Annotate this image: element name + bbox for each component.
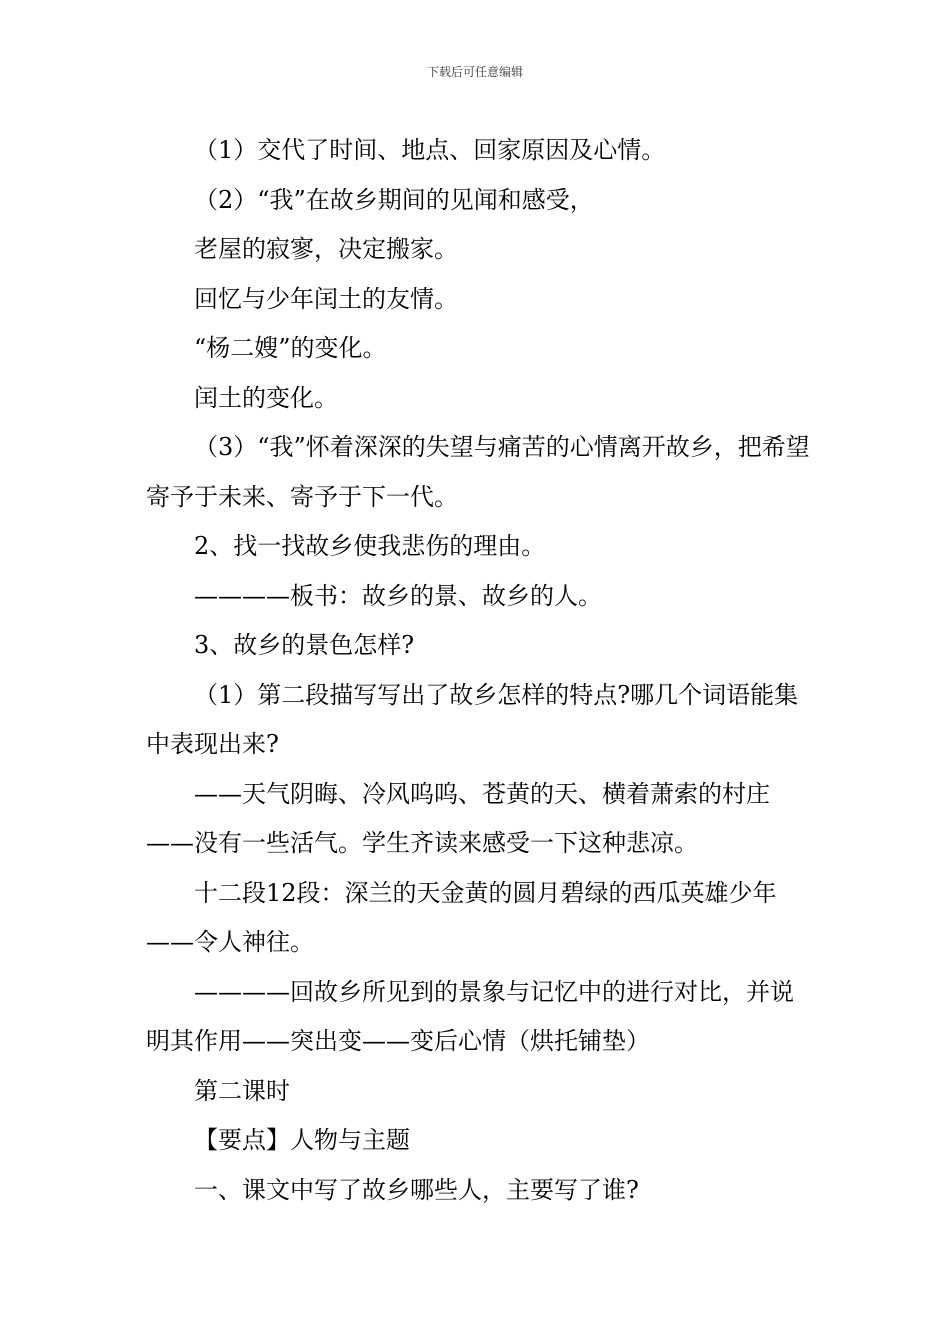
paragraph-9: ————板书：故乡的景、故乡的人。: [194, 581, 602, 610]
paragraph-3: 老屋的寂寥，决定搬家。: [194, 235, 458, 263]
paragraph-13: 十二段12段：深兰的天金黄的圆月碧绿的西瓜英雄少年——令人神往。: [146, 878, 777, 956]
paragraph-2: （2）“我”在故乡期间的见闻和感受，: [194, 185, 594, 214]
paragraph-10: 3、故乡的景色怎样?: [194, 631, 415, 659]
paragraph-7: （3）“我”怀着深深的失望与痛苦的心情离开故乡，把希望寄予于未来、寄予于下一代。: [146, 433, 810, 511]
paragraph-12: ——天气阴晦、冷风呜呜、苍黄的天、横着萧索的村庄——没有一些活气。学生齐读来感受一下这种悲凉。: [146, 779, 770, 857]
paragraph-4: 回忆与少年闰土的友情。: [194, 284, 458, 313]
page-header: 下载后可任意编辑: [426, 65, 523, 79]
paragraph-8: 2、找一找故乡使我悲伤的理由。: [194, 532, 546, 560]
paragraph-1: （1）交代了时间、地点、回家原因及心情。: [194, 136, 666, 164]
paragraph-14: ————回故乡所见到的景象与记忆中的进行对比，并说明其作用——突出变——变后心情（烘托铺垫）: [146, 977, 794, 1055]
document-body: [146, 126, 810, 1215]
paragraph-16: 【要点】人物与主题: [194, 1126, 410, 1154]
paragraph-11: （1）第二段描写写出了故乡怎样的特点?哪几个词语能集中表现出来?: [146, 680, 799, 758]
paragraph-17: 一、课文中写了故乡哪些人，主要写了谁?: [194, 1175, 639, 1204]
paragraph-15: 第二课时: [194, 1076, 290, 1105]
paragraph-6: 闰土的变化。: [194, 383, 338, 412]
paragraph-5: “杨二嫂”的变化。: [194, 334, 387, 362]
